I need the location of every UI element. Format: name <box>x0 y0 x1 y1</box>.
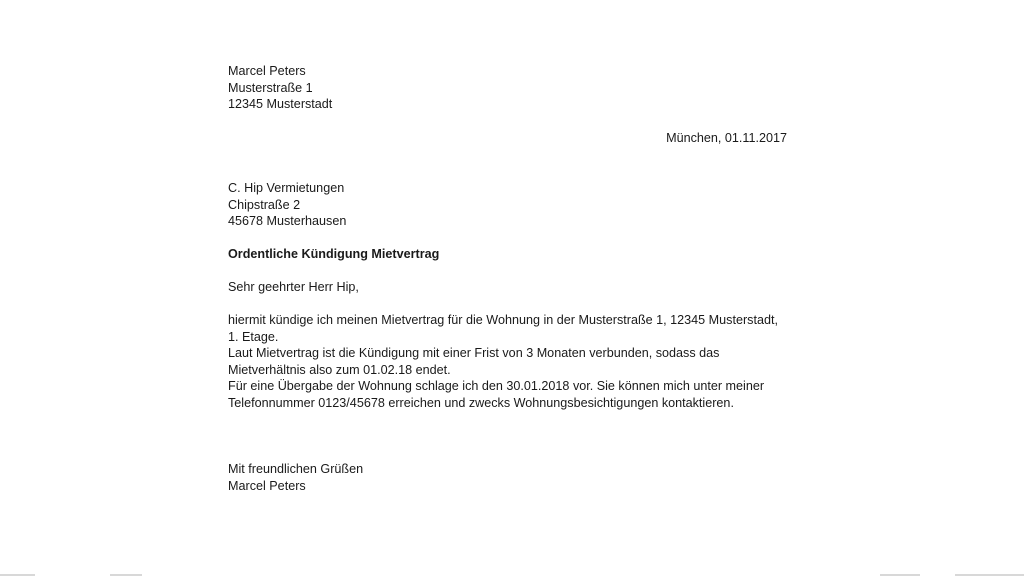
sender-name: Marcel Peters <box>228 64 306 78</box>
salutation: Sehr geehrter Herr Hip, <box>228 280 359 294</box>
body-line: Telefonnummer 0123/45678 erreichen und zwecks Wohnungsbesichtigungen kontaktieren. <box>228 395 734 410</box>
sender-address <box>228 63 808 113</box>
closing-greeting: Mit freundlichen Grüßen <box>228 462 364 476</box>
sender-street: Musterstraße 1 <box>228 80 313 95</box>
body-line: Mietverhältnis also zum 01.02.18 endet. <box>228 362 451 377</box>
place-date-line: München, 01.11.2017 <box>666 131 787 145</box>
letter-closing <box>228 461 808 494</box>
signature-name: Marcel Peters <box>228 478 306 493</box>
body-line: 1. Etage. <box>228 329 279 344</box>
recipient-company: C. Hip Vermietungen <box>228 181 345 195</box>
recipient-city: 45678 Musterhausen <box>228 214 347 229</box>
body-line: hiermit kündige ich meinen Mietvertrag für die Wohnung in der Musterstraße 1, 12345 Musterstadt, <box>228 313 778 327</box>
body-line: Laut Mietvertrag ist die Kündigung mit einer Frist von 3 Monaten verbunden, sodass das <box>228 346 720 361</box>
sender-city: 12345 Musterstadt <box>228 97 333 112</box>
body-line: Für eine Übergabe der Wohnung schlage ich den 30.01.2018 vor. Sie können mich unter meiner <box>228 379 765 394</box>
subject-line: Ordentliche Kündigung Mietvertrag <box>228 247 440 261</box>
recipient-address <box>228 180 808 230</box>
letter-body <box>228 312 808 412</box>
recipient-street: Chipstraße 2 <box>228 197 301 212</box>
